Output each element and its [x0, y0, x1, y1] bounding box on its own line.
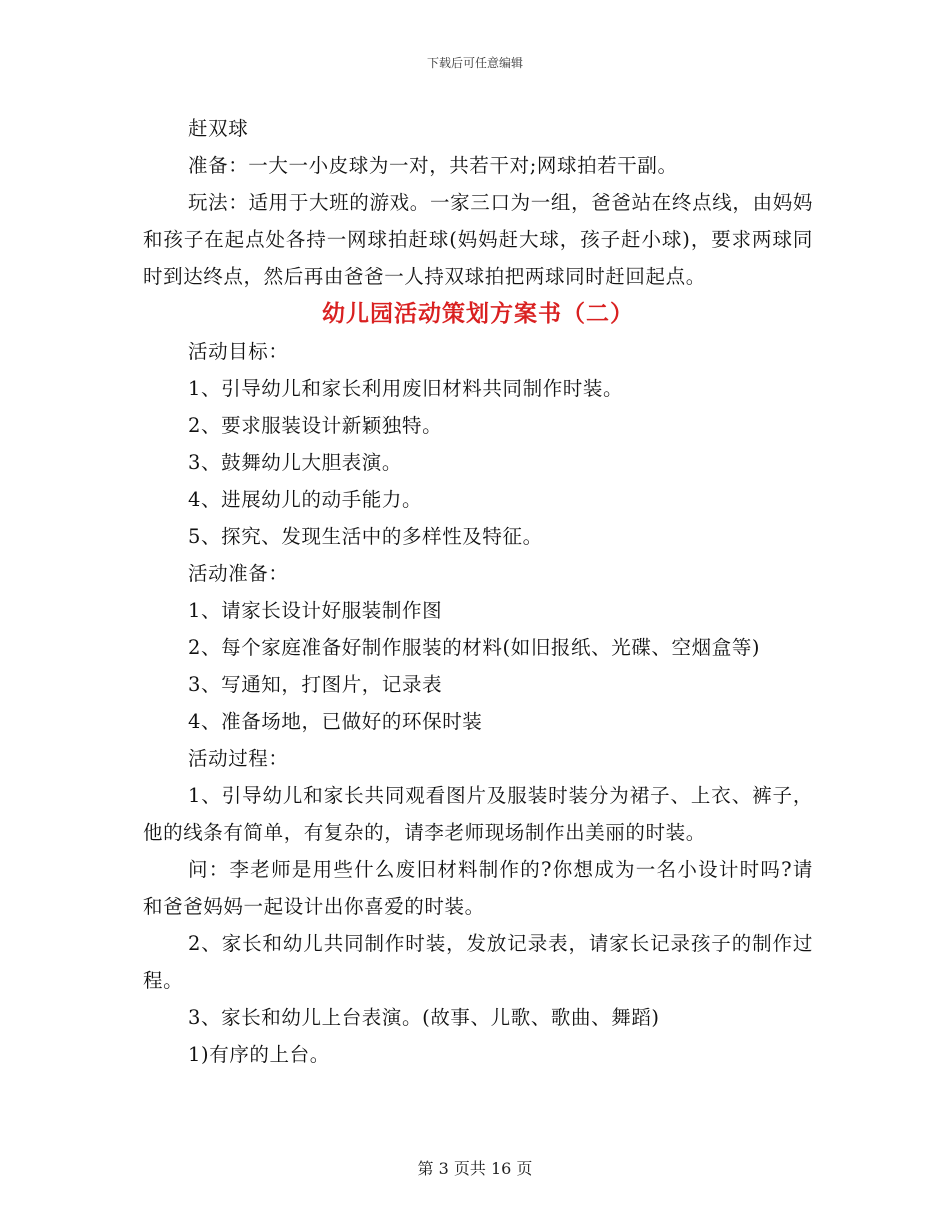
prep-item: 4、准备场地，已做好的环保时装	[188, 710, 483, 733]
process-item: 3、家长和幼儿上台表演。(故事、儿歌、歌曲、舞蹈)	[188, 1006, 660, 1029]
document-body	[143, 110, 813, 1073]
goal-item: 3、鼓舞幼儿大胆表演。	[188, 451, 403, 474]
goal-item: 4、进展幼儿的动手能力。	[188, 488, 423, 511]
page-footer: 第 3 页共 16 页	[417, 1159, 533, 1178]
process-item: 问：李老师是用些什么废旧材料制作的?你想成为一名小设计时吗?请和爸爸妈妈一起设计出你喜爱的时装。	[143, 858, 813, 918]
section-title: 幼儿园活动策划方案书（二）	[322, 301, 634, 327]
process-item: 2、家长和幼儿共同制作时装，发放记录表，请家长记录孩子的制作过程。	[143, 932, 813, 992]
goals-heading: 活动目标：	[188, 340, 289, 363]
game-title: 赶双球	[188, 117, 249, 140]
page-header: 下载后可任意编辑	[426, 56, 523, 70]
goal-item: 1、引导幼儿和家长利用废旧材料共同制作时装。	[188, 377, 624, 400]
prep-heading: 活动准备：	[188, 562, 289, 585]
game-rules: 玩法：适用于大班的游戏。一家三口为一组，爸爸站在终点线，由妈妈和孩子在起点处各持一网球拍赶球(妈妈赶大球，孩子赶小球)，要求两球同时到达终点，然后再由爸爸一人持双球拍把两球同时赶回起点。	[143, 191, 813, 288]
process-item: 1、引导幼儿和家长共同观看图片及服装时装分为裙子、上衣、裤子，他的线条有简单，有复杂的，请李老师现场制作出美丽的时装。	[143, 784, 813, 844]
prep-item: 2、每个家庭准备好制作服装的材料(如旧报纸、光碟、空烟盒等)	[188, 636, 761, 659]
process-heading: 活动过程：	[188, 747, 289, 770]
process-item: 1)有序的上台。	[188, 1043, 330, 1066]
game-preparation: 准备：一大一小皮球为一对，共若干对;网球拍若干副。	[188, 154, 678, 177]
prep-item: 1、请家长设计好服装制作图	[188, 599, 443, 622]
goal-item: 5、探究、发现生活中的多样性及特征。	[188, 525, 543, 548]
prep-item: 3、写通知，打图片，记录表	[188, 673, 443, 696]
goal-item: 2、要求服装设计新颖独特。	[188, 414, 443, 437]
